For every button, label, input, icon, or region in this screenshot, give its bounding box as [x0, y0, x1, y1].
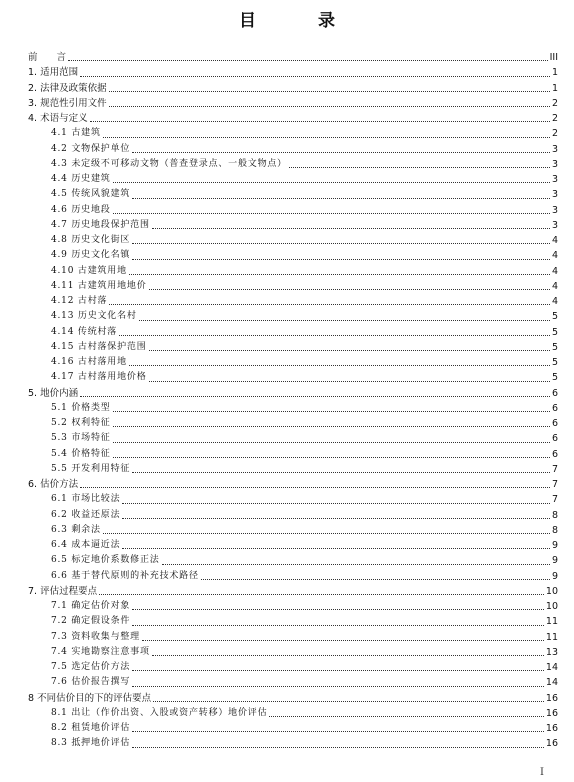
toc-entry-page: 3: [551, 158, 558, 170]
toc-leader-dots: [152, 654, 544, 656]
toc-entry-label: 5.4 价格特征: [51, 448, 111, 459]
toc-leader-dots: [99, 593, 544, 595]
toc-entry-label: 7.2 确定假设条件: [51, 616, 131, 627]
toc-leader-dots: [113, 181, 550, 183]
toc-entry-page: 9: [551, 555, 558, 567]
toc-leader-dots: [132, 608, 544, 610]
toc-entry[interactable]: [28, 248, 558, 263]
table-of-contents: [28, 50, 558, 752]
toc-entry-label: 4. 术语与定义: [28, 113, 88, 124]
toc-entry-label: 6.4 成本逼近法: [51, 540, 121, 550]
toc-entry-label: 1. 适用范围: [28, 67, 79, 79]
toc-entry[interactable]: [28, 569, 558, 584]
toc-entry-page: 14: [545, 677, 558, 689]
toc-entry-label: 5.2 权利特征: [51, 418, 111, 428]
toc-entry[interactable]: [28, 736, 558, 751]
toc-entry[interactable]: [28, 65, 558, 80]
toc-entry[interactable]: [28, 96, 558, 111]
toc-leader-dots: [103, 136, 550, 138]
toc-leader-dots: [90, 120, 550, 122]
toc-entry-page: 11: [545, 631, 558, 643]
toc-entry-page: 2: [551, 97, 558, 109]
toc-entry[interactable]: [28, 279, 558, 294]
toc-entry-page: 1: [551, 82, 558, 94]
toc-entry-page: 7: [551, 463, 558, 475]
toc-entry-page: 5: [551, 311, 558, 323]
toc-entry-page: 1: [551, 67, 558, 79]
toc-entry-label: 7.1 确定估价对象: [51, 601, 131, 611]
toc-entry-page: 16: [545, 738, 558, 750]
toc-entry-label: 7.3 资料收集与整理: [51, 631, 140, 642]
toc-entry[interactable]: [28, 50, 558, 65]
toc-entry-label: 7.5 选定估价方法: [51, 662, 131, 672]
toc-leader-dots: [103, 532, 550, 534]
toc-entry-page: 4: [551, 265, 558, 277]
toc-leader-dots: [162, 563, 550, 565]
toc-leader-dots: [122, 502, 550, 504]
toc-entry[interactable]: [28, 218, 558, 233]
toc-entry[interactable]: [28, 553, 558, 568]
toc-entry-page: 14: [545, 662, 558, 673]
toc-entry-page: 4: [551, 296, 558, 307]
toc-entry[interactable]: [28, 584, 558, 599]
toc-entry[interactable]: [28, 462, 558, 477]
toc-entry[interactable]: [28, 675, 558, 690]
toc-entry-label: 4.13 历史文化名村: [51, 311, 137, 322]
toc-leader-dots: [149, 288, 550, 290]
toc-entry-label: 6. 估价方法: [28, 479, 79, 490]
toc-leader-dots: [129, 364, 550, 366]
toc-entry-page: 6: [551, 433, 558, 445]
toc-entry[interactable]: [28, 157, 558, 172]
toc-entry-page: 3: [551, 143, 558, 155]
toc-entry-label: 4.11 古建筑用地地价: [51, 280, 147, 291]
toc-entry[interactable]: [28, 111, 558, 126]
toc-entry-label: 4.8 历史文化街区: [51, 235, 131, 245]
toc-entry[interactable]: [28, 691, 558, 706]
toc-entry-label: 6.1 市场比较法: [51, 494, 121, 505]
toc-entry-label: 6.2 收益还原法: [51, 509, 121, 520]
toc-leader-dots: [113, 456, 550, 458]
toc-entry-page: 3: [551, 174, 558, 185]
toc-entry[interactable]: [28, 401, 558, 416]
toc-leader-dots: [132, 685, 544, 687]
toc-entry[interactable]: [28, 355, 558, 370]
toc-entry-label: 5. 地价内涵: [28, 387, 79, 399]
toc-entry[interactable]: [28, 492, 558, 507]
toc-entry-page: 6: [551, 448, 558, 460]
toc-entry[interactable]: [28, 386, 558, 401]
toc-entry-page: 9: [551, 570, 558, 582]
toc-entry[interactable]: [28, 706, 558, 721]
toc-entry-label: 4.14 传统村落: [51, 326, 118, 337]
toc-entry-label: 4.12 古村落: [51, 296, 108, 306]
toc-entry[interactable]: [28, 614, 558, 629]
toc-entry-label: 6.6 基于替代原则的补充技术路径: [51, 570, 199, 581]
toc-entry[interactable]: [28, 538, 558, 553]
toc-leader-dots: [113, 212, 550, 214]
toc-leader-dots: [122, 517, 550, 519]
toc-entry-label: 4.2 文物保护单位: [51, 143, 131, 154]
toc-entry[interactable]: [28, 523, 558, 538]
toc-leader-dots: [269, 715, 544, 717]
toc-entry-label: 2. 法律及政策依据: [28, 82, 107, 94]
toc-entry-label: 4.7 历史地段保护范围: [51, 219, 150, 230]
toc-leader-dots: [139, 319, 550, 321]
toc-leader-dots: [109, 105, 550, 107]
toc-entry[interactable]: [28, 660, 558, 675]
toc-leader-dots: [132, 197, 550, 199]
toc-entry[interactable]: [28, 447, 558, 462]
toc-entry-label: 7.6 估价报告撰写: [51, 677, 131, 688]
toc-entry-label: 6.5 标定地价系数修正法: [51, 555, 160, 566]
toc-leader-dots: [113, 410, 550, 412]
toc-entry[interactable]: [28, 203, 558, 218]
toc-leader-dots: [132, 746, 544, 748]
toc-leader-dots: [201, 578, 550, 580]
toc-entry[interactable]: [28, 721, 558, 736]
toc-entry[interactable]: [28, 630, 558, 645]
toc-entry-page: 11: [545, 616, 558, 628]
toc-entry-page: 4: [551, 280, 558, 292]
toc-entry-page: 5: [551, 372, 558, 384]
toc-entry-page: 3: [551, 189, 558, 201]
toc-entry-label: 8.2 租赁地价评估: [51, 723, 131, 733]
toc-entry[interactable]: [28, 370, 558, 385]
toc-entry-label: 3. 规范性引用文件: [28, 97, 107, 109]
toc-leader-dots: [109, 303, 550, 305]
toc-leader-dots: [132, 669, 544, 671]
toc-leader-dots: [68, 59, 548, 61]
toc-leader-dots: [132, 258, 550, 260]
toc-entry[interactable]: [28, 309, 558, 324]
toc-entry-page: 9: [551, 540, 558, 551]
toc-entry-label: 8.3 抵押地价评估: [51, 738, 131, 749]
toc-entry-page: 8: [551, 524, 558, 536]
toc-leader-dots: [80, 395, 550, 397]
toc-entry-label: 4.15 古村落保护范围: [51, 341, 147, 352]
toc-leader-dots: [122, 547, 550, 549]
toc-leader-dots: [149, 380, 550, 382]
toc-leader-dots: [80, 75, 550, 77]
toc-leader-dots: [129, 273, 550, 275]
toc-entry[interactable]: [28, 645, 558, 660]
toc-entry-label: 4.17 古村落用地价格: [51, 372, 147, 383]
toc-leader-dots: [132, 242, 550, 244]
toc-entry-page: 10: [545, 585, 558, 597]
toc-entry-label: 4.3 未定级不可移动文物（普查登录点、一般文物点）: [51, 158, 287, 169]
toc-entry[interactable]: [28, 264, 558, 279]
toc-entry-page: 10: [545, 601, 558, 612]
toc-entry-page: 2: [551, 113, 558, 124]
toc-entry-page: 6: [551, 402, 558, 414]
toc-leader-dots: [113, 441, 550, 443]
toc-entry-label: 7.4 实地勘察注意事项: [51, 646, 150, 657]
toc-entry-page: 13: [545, 646, 558, 658]
toc-entry[interactable]: [28, 233, 558, 248]
toc-entry-label: 4.4 历史建筑: [51, 174, 111, 184]
toc-entry[interactable]: [28, 81, 558, 96]
toc-leader-dots: [132, 624, 544, 626]
toc-entry[interactable]: [28, 325, 558, 340]
toc-leader-dots: [289, 166, 550, 168]
toc-entry-label: 4.9 历史文化名镇: [51, 250, 131, 261]
toc-entry[interactable]: [28, 142, 558, 157]
toc-entry-label: 4.6 历史地段: [51, 204, 111, 215]
toc-entry-page: 16: [545, 692, 558, 704]
toc-entry-page: 16: [545, 723, 558, 734]
toc-entry-label: 4.1 古建筑: [51, 128, 101, 139]
toc-leader-dots: [142, 639, 544, 641]
toc-leader-dots: [119, 334, 550, 336]
toc-entry-page: 5: [551, 326, 558, 338]
toc-entry[interactable]: [28, 126, 558, 141]
toc-entry[interactable]: [28, 599, 558, 614]
toc-entry-label: 6.3 剩余法: [51, 524, 101, 535]
toc-entry-label: 8 不同估价目的下的评估要点: [28, 692, 152, 704]
toc-entry-label: 8.1 出让（作价出资、入股或资产转移）地价评估: [51, 707, 268, 718]
toc-leader-dots: [109, 90, 550, 92]
toc-leader-dots: [132, 471, 550, 473]
toc-leader-dots: [153, 700, 544, 702]
toc-entry-page: 4: [551, 235, 558, 246]
toc-entry-label: 4.10 古建筑用地: [51, 265, 127, 276]
toc-entry-label: 7. 评估过程要点: [28, 585, 98, 597]
toc-entry-page: 3: [551, 204, 558, 216]
toc-entry-page: 7: [551, 494, 558, 506]
toc-entry-page: 16: [545, 707, 558, 719]
toc-entry[interactable]: [28, 172, 558, 187]
toc-entry[interactable]: [28, 294, 558, 309]
toc-entry-page: 2: [551, 128, 558, 140]
toc-entry-label: 5.5 开发利用特征: [51, 463, 131, 474]
toc-entry-page: 7: [551, 479, 558, 490]
page-number: I: [540, 767, 544, 778]
toc-entry[interactable]: [28, 477, 558, 492]
toc-entry-label: 前 言: [28, 52, 67, 63]
toc-entry-page: 6: [551, 418, 558, 429]
toc-entry[interactable]: [28, 431, 558, 446]
toc-leader-dots: [80, 486, 550, 488]
toc-entry-page: III: [549, 52, 558, 63]
toc-leader-dots: [152, 227, 550, 229]
toc-entry-page: 4: [551, 250, 558, 262]
toc-entry-label: 5.3 市场特征: [51, 433, 111, 444]
toc-entry[interactable]: [28, 508, 558, 523]
toc-entry-label: 4.16 古村落用地: [51, 357, 127, 367]
toc-leader-dots: [132, 730, 544, 732]
toc-entry[interactable]: [28, 187, 558, 202]
toc-entry-page: 8: [551, 509, 558, 521]
toc-entry[interactable]: [28, 340, 558, 355]
toc-entry[interactable]: [28, 416, 558, 431]
toc-entry-page: 5: [551, 341, 558, 353]
toc-entry-page: 6: [551, 387, 558, 399]
toc-entry-page: 5: [551, 357, 558, 368]
toc-entry-label: 5.1 价格类型: [51, 402, 111, 413]
toc-leader-dots: [132, 151, 550, 153]
toc-leader-dots: [113, 425, 550, 427]
page-title: 目 录: [239, 11, 363, 31]
toc-leader-dots: [149, 349, 550, 351]
toc-entry-page: 3: [551, 219, 558, 231]
toc-entry-label: 4.5 传统风貌建筑: [51, 189, 131, 200]
